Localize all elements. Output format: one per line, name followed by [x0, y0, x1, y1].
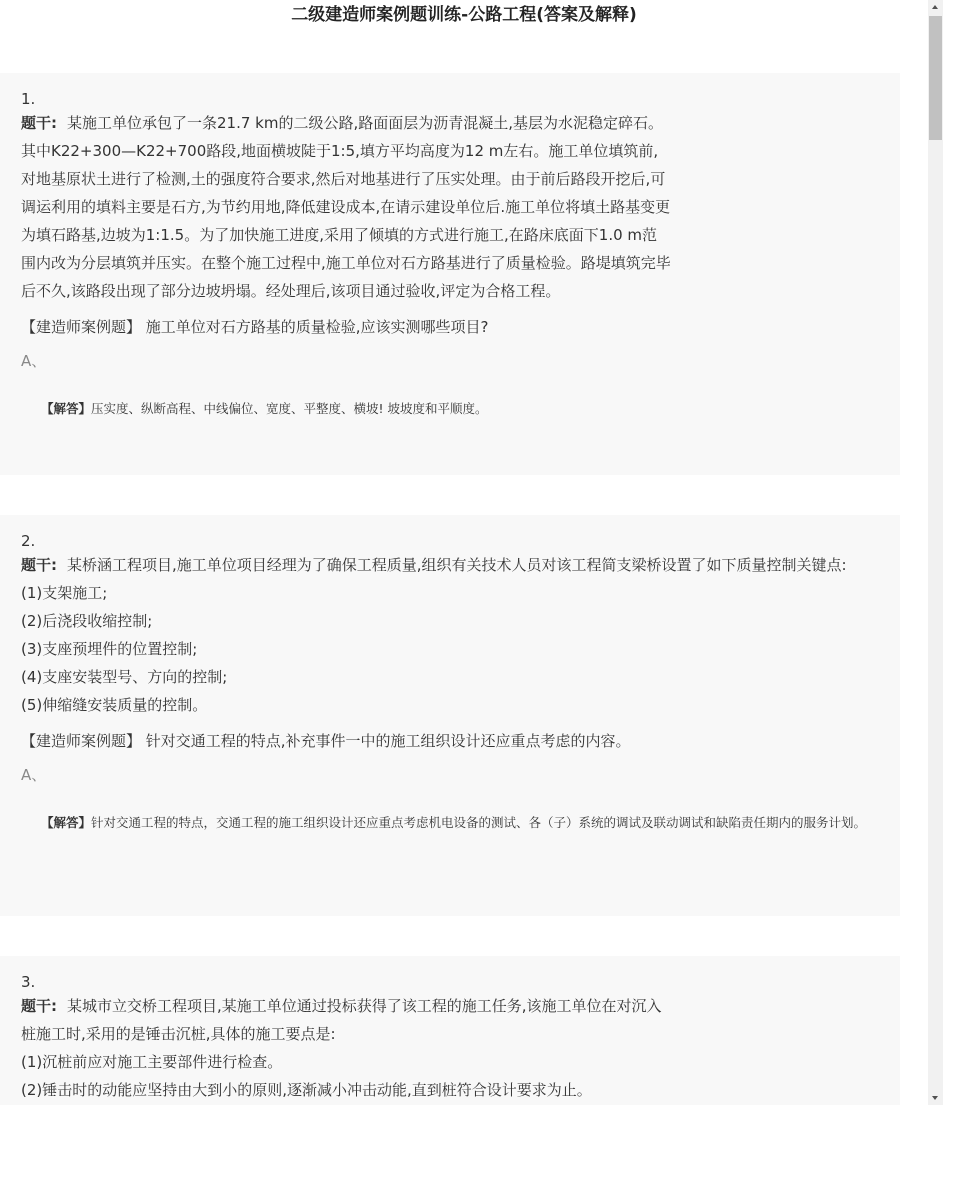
- scroll-thumb[interactable]: [929, 16, 942, 140]
- question-stem: [21, 109, 671, 305]
- answer-option[interactable]: A、: [21, 766, 47, 784]
- stem-line: (1)支架施工;: [21, 584, 108, 602]
- arrow-down-icon: [932, 1096, 938, 1100]
- stem-line: 位对石方路基进行了质量检验。路堤填筑完毕后不久,该路段出现了部分边坡坍塌。经处理: [21, 254, 671, 300]
- stem-line: (2)后浇段收缩控制;: [21, 612, 153, 630]
- question-card-2: [0, 515, 900, 916]
- question-stem: [21, 992, 671, 1048]
- answer-label: 【解答】: [41, 815, 92, 830]
- answer-option[interactable]: A、: [21, 352, 47, 370]
- stem-label: 题干:: [21, 997, 57, 1015]
- stem-line: 石。其中K22+300—K22+700路段,地面横坡陡于1:5,填方平均高度为12 m左右。施工单: [21, 114, 664, 160]
- answer-line: 针对交通工程的特点，交通工程的施工组织设计还应重点考虑机电设备的测试、各（子）系统的调试及联动调试和缺陷责任期: [91, 815, 779, 830]
- stem-line: (1)沉桩前应对施工主要部件进行检查。: [21, 1053, 283, 1071]
- stem-line: 沉入桩施工时,采用的是锤击沉桩,具体的施工要点是:: [21, 997, 662, 1043]
- stem-line: 后.施工单位将填土路基变更为填石路基,边坡为1:1.5。为了加快施工进度,采用了倾填的: [21, 198, 671, 244]
- stem-line: 某施工单位承包了一条21.7 km的二级公路,路面面层为沥青混凝土,基层为水泥稳定碎: [67, 114, 634, 132]
- question-prompt: 【建造师案例题】 施工单位对石方路基的质量检验,应该实测哪些项目?: [21, 318, 489, 336]
- scroll-up-button[interactable]: [928, 0, 943, 14]
- stem-line: 后,该项目通过验收,评定为合格工程。: [310, 282, 561, 300]
- stem-line: 点:: [826, 556, 847, 574]
- answer-line: 压实度、纵断高程、中线偏位、宽度、平整度、横坡! 坡坡度和平顺度。: [91, 401, 488, 416]
- stem-line: 前后路段开挖后,可调运利用的填料主要是石方,为节约用地,降低建设成本,在请示建设单位: [21, 170, 666, 216]
- stem-line: (3)支座预埋件的位置控制;: [21, 640, 198, 658]
- question-number: 1.: [21, 90, 36, 108]
- answer-explanation: [41, 809, 880, 837]
- question-stem: [21, 551, 880, 579]
- vertical-scrollbar[interactable]: [928, 0, 943, 1105]
- answer-line: 内的服务计划。: [778, 815, 867, 830]
- question-number: 3.: [21, 973, 36, 991]
- answer-label: 【解答】: [41, 401, 92, 416]
- stem-label: 题干:: [21, 556, 57, 574]
- stem-line: (4)支座安装型号、方向的控制;: [21, 668, 228, 686]
- stem-line: 某城市立交桥工程项目,某施工单位通过投标获得了该工程的施工任务,该施工单位在对: [67, 997, 632, 1015]
- arrow-up-icon: [932, 5, 938, 9]
- page-title: 二级建造师案例题训练-公路工程(答案及解释): [291, 5, 637, 25]
- question-card-1: [0, 73, 900, 475]
- question-prompt: 【建造师案例题】 针对交通工程的特点,补充事件一中的施工组织设计还应重点考虑的内容。: [21, 732, 631, 750]
- stem-line: (2)锤击时的动能应坚持由大到小的原则,逐渐减小冲击动能,直到桩符合设计要求为止。: [21, 1081, 592, 1099]
- question-number: 2.: [21, 532, 36, 550]
- stem-line: 方式进行施工,在路床底面下1.0 m范围内改为分层填筑并压实。在整个施工过程中,施工单: [21, 226, 658, 272]
- scroll-down-button[interactable]: [928, 1091, 943, 1105]
- stem-line: (5)伸缩缝安装质量的控制。: [21, 696, 208, 714]
- question-card-3: [0, 956, 900, 1105]
- stem-label: 题干:: [21, 114, 57, 132]
- stem-line: 位填筑前,对地基原状土进行了检测,土的强度符合要求,然后对地基进行了压实处理。由于: [21, 142, 659, 188]
- answer-explanation: [41, 395, 880, 423]
- stem-line: 某桥涵工程项目,施工单位项目经理为了确保工程质量,组织有关技术人员对该工程简支梁桥设置了如下质量控制关键: [67, 556, 827, 574]
